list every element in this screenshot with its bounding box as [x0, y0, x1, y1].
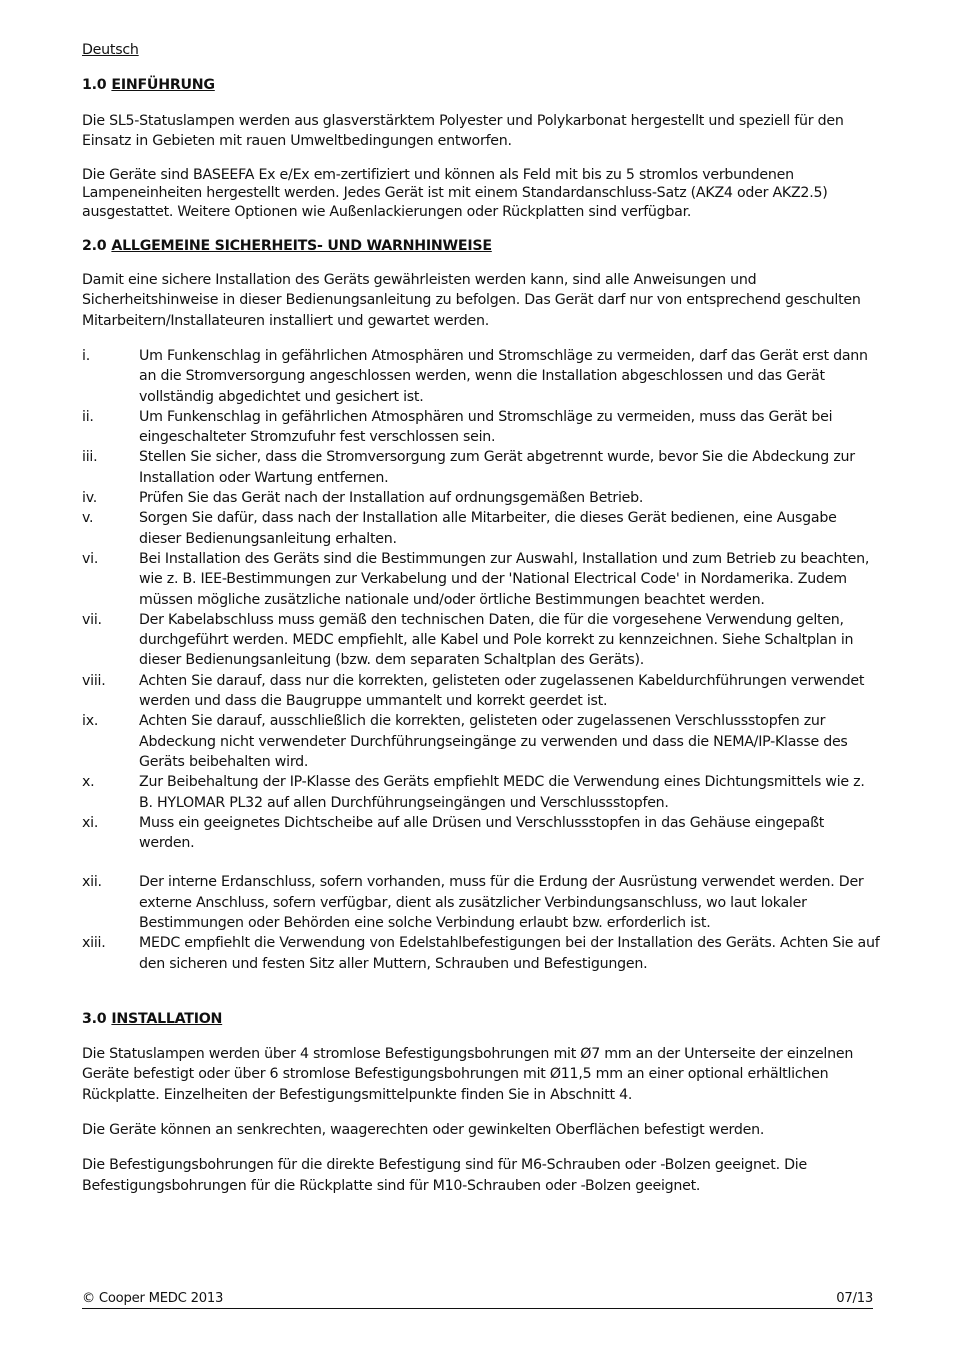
- section-2-heading: [82, 236, 882, 256]
- footer-date: 07/13: [836, 1291, 873, 1306]
- list-item: [82, 549, 882, 610]
- section-1-number: 1.0: [82, 77, 107, 94]
- list-item: [82, 447, 882, 488]
- section-3-number: 3.0: [82, 1010, 107, 1027]
- list-item-text: Prüfen Sie das Gerät nach der Installation auf ordnungsgemäßen Betrieb.: [139, 490, 644, 507]
- section-3-heading: [82, 1009, 882, 1029]
- list-item: [82, 407, 882, 448]
- section-1-heading: [82, 75, 882, 95]
- safety-instruction-list: [82, 346, 882, 974]
- list-item: [82, 508, 882, 549]
- list-item-text: Zur Beibehaltung der IP-Klasse des Geräts empfiehlt MEDC die Verwendung eines Dichtungsmittels wie z. B. HYLOMAR PL32 auf allen Durchführungseingängen und Verschlussstopfen.: [139, 774, 865, 811]
- section-2-number: 2.0: [82, 237, 107, 254]
- language-label: Deutsch: [82, 42, 139, 58]
- list-item-text: Achten Sie darauf, ausschließlich die korrekten, gelisteten oder zugelassenen Verschlussstopfen zur Abdeckung nicht verwendeter Durchführungseingänge zu verwenden und dass die NEMA/IP-Klasse des Geräts beibehalten wird.: [139, 713, 848, 770]
- section-3-paragraph-2: Die Geräte können an senkrechten, waagerechten oder gewinkelten Oberflächen befestigt werden.: [82, 1122, 765, 1139]
- section-3-title: INSTALLATION: [111, 1010, 223, 1027]
- list-item-number: i.: [82, 347, 90, 364]
- list-item: [82, 488, 882, 508]
- list-item-number: viii.: [82, 672, 106, 689]
- list-item-text: Stellen Sie sicher, dass die Stromversorgung zum Gerät abgetrennt wurde, bevor Sie die Abdeckung zur Installation oder Wartung entfernen.: [139, 449, 855, 486]
- page-footer: [82, 1290, 873, 1309]
- list-item: [82, 772, 882, 813]
- list-item-number: x.: [82, 774, 95, 791]
- list-item-text: MEDC empfiehlt die Verwendung von Edelstahlbefestigungen bei der Installation des Geräts. Achten Sie auf den sicheren und festen Sitz aller Muttern, Schrauben und Befestigungen.: [139, 935, 880, 972]
- list-item-number: ii.: [82, 408, 94, 425]
- list-item-text: Bei Installation des Geräts sind die Bestimmungen zur Auswahl, Installation und zum Betrieb zu beachten, wie z. B. IEE-Bestimmungen zur Verkabelung und der 'National Electrical Code' in Nordamerika. Zudem müssen mögliche zusätzliche nationale und/oder örtliche Bestimmungen beachtet werden.: [139, 550, 870, 608]
- list-item: [82, 711, 882, 772]
- list-item-number: xii.: [82, 874, 102, 891]
- list-item-number: iv.: [82, 490, 97, 507]
- section-2-title: ALLGEMEINE SICHERHEITS- UND WARNHINWEISE: [111, 237, 492, 254]
- list-item-number: ix.: [82, 713, 99, 730]
- list-item: [82, 610, 882, 671]
- footer-copyright: © Cooper MEDC 2013: [82, 1291, 224, 1306]
- section-1-title: EINFÜHRUNG: [111, 77, 215, 94]
- list-item-text: Achten Sie darauf, dass nur die korrekten, gelisteten oder zugelassenen Kabeldurchführungen verwendet werden und dass die Baugruppe ummantelt und korrekt geerdet ist.: [139, 672, 865, 710]
- list-item-number: v.: [82, 510, 94, 527]
- list-item: [82, 872, 882, 933]
- list-item-text: Sorgen Sie dafür, dass nach der Installation alle Mitarbeiter, die dieses Gerät bedienen, eine Ausgabe dieser Bedienungsanleitung erhalten.: [139, 510, 837, 547]
- list-item-number: iii.: [82, 449, 98, 466]
- list-item: [82, 671, 882, 712]
- list-item: [82, 813, 882, 854]
- list-item-number: xiii.: [82, 935, 106, 952]
- list-item-number: xi.: [82, 814, 99, 831]
- list-item-text: Der Kabelabschluss muss gemäß den technischen Daten, die für die vorgesehene Verwendung gelten, durchgeführt werden. MEDC empfiehlt, alle Kabel und Pole korrekt zu kennzeichnen. Siehe Schaltplan in dieser Bedienungsanleitung (bzw. dem separaten Schaltplan des Geräts).: [139, 611, 854, 669]
- list-item: [82, 346, 882, 407]
- list-item-text: Der interne Erdanschluss, sofern vorhanden, muss für die Erdung der Ausrüstung verwendet werden. Der externe Anschluss, sofern verfügbar, dient als zusätzlicher Verbindungsanschluss, wo laut lokaler Bestimmungen oder Behörden eine solche Verbindung erlaubt bzw. erforderlich ist.: [139, 874, 864, 931]
- document-page: [82, 40, 882, 1196]
- list-item-text: Um Funkenschlag in gefährlichen Atmosphären und Stromschläge zu vermeiden, muss das Gerät bei eingeschalteter Stromzufuhr fest verschlossen sein.: [139, 408, 833, 446]
- section-2-paragraph-1: Damit eine sichere Installation des Geräts gewährleisten werden kann, sind alle Anweisungen und Sicherheitshinweise in dieser Bedienungsanleitung zu befolgen. Das Gerät darf nur von entsprechend geschulten Mitarbeitern/Installateuren installiert und gewartet werden.: [82, 272, 861, 329]
- list-item-text: Muss ein geeignetes Dichtscheibe auf alle Drüsen und Verschlussstopfen in das Gehäuse eingepaßt werden.: [139, 814, 825, 852]
- section-1-paragraph-1: Die SL5-Statuslampen werden aus glasverstärktem Polyester und Polykarbonat hergestellt und speziell für den Einsatz in Gebieten mit rauen Umweltbedingungen entworfen.: [82, 112, 844, 149]
- list-item-text: Um Funkenschlag in gefährlichen Atmosphären und Stromschläge zu vermeiden, darf das Gerät erst dann an die Stromversorgung angeschlossen werden, wenn die Installation abgeschlossen und das Gerät vollständig abgedichtet und gesichert ist.: [139, 347, 868, 405]
- list-item: [82, 933, 882, 974]
- section-1-paragraph-2: Die Geräte sind BASEEFA Ex e/Ex em-zertifiziert und können als Feld mit bis zu 5 stromlos verbundenen Lampeneinheiten hergestellt werden. Jedes Gerät ist mit einem Standardanschluss-Satz (AKZ4 oder AKZ2.5) ausgestattet. Weitere Optionen wie Außenlackierungen oder Rückplatten sind verfügbar.: [82, 167, 828, 220]
- section-3-paragraph-3: Die Befestigungsbohrungen für die direkte Befestigung sind für M6-Schrauben oder -Bolzen geeignet. Die Befestigungsbohrungen für die Rückplatte sind für M10-Schrauben oder -Bolzen geeignet.: [82, 1157, 807, 1194]
- section-3-paragraph-1: Die Statuslampen werden über 4 stromlose Befestigungsbohrungen mit Ø7 mm an der Unterseite der einzelnen Geräte befestigt oder über 6 stromlose Befestigungsbohrungen mit Ø11,5 mm an einer optional erhältlichen Rückplatte. Einzelheiten der Befestigungsmittelpunkte finden Sie in Abschnitt 4.: [82, 1046, 854, 1103]
- list-item-number: vi.: [82, 550, 99, 567]
- list-item-number: vii.: [82, 611, 102, 628]
